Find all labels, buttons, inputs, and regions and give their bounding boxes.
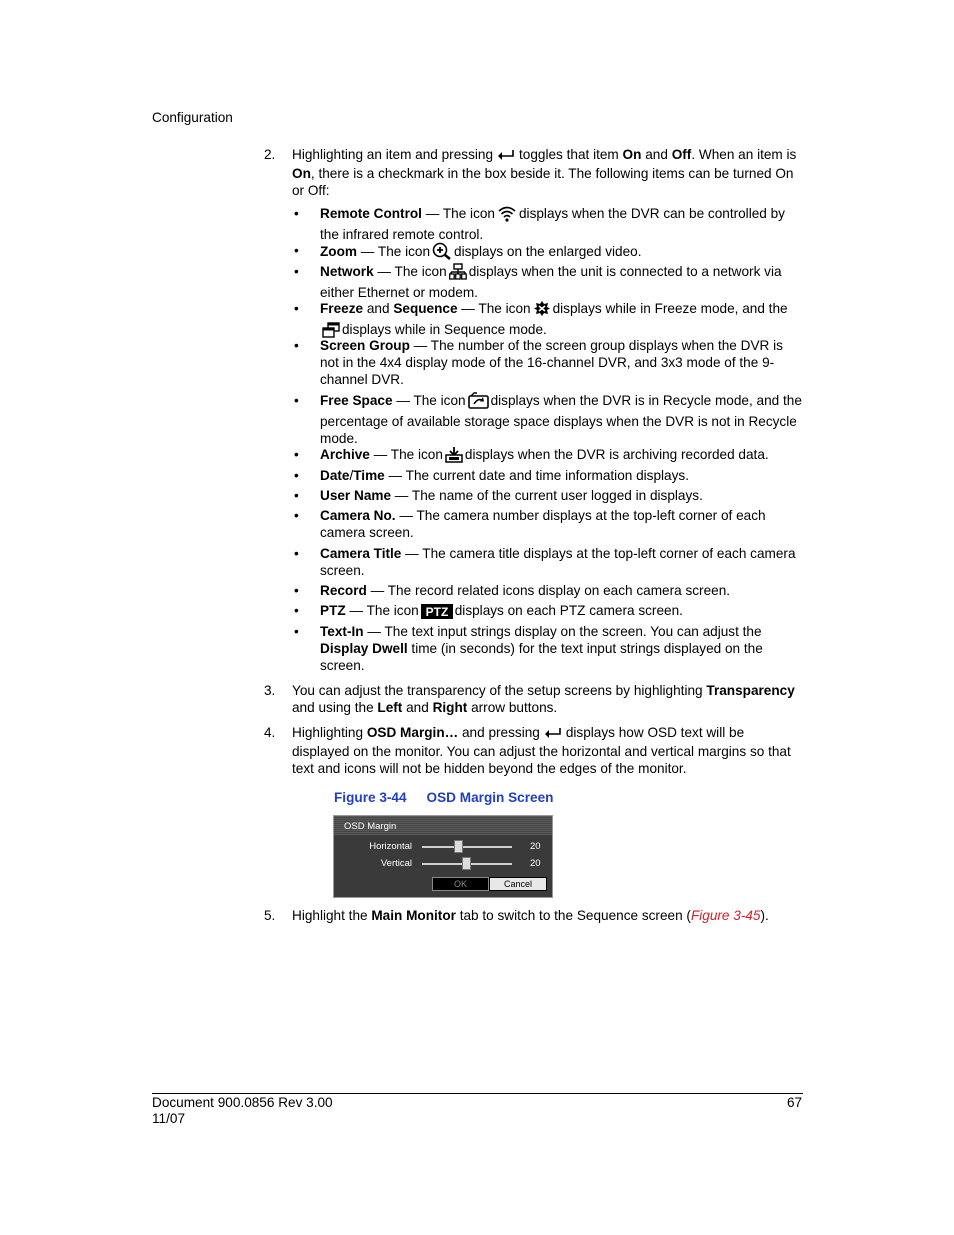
figure-cross-reference[interactable]: Figure 3-45 [690, 908, 761, 923]
osd-margin-dialog [333, 815, 553, 898]
ptz-icon [421, 604, 453, 623]
enter-key-icon [497, 148, 515, 165]
figure-caption [334, 789, 553, 806]
recycle-icon [468, 392, 489, 413]
horizontal-slider-thumb[interactable] [454, 840, 463, 853]
horizontal-value: 20 [530, 841, 541, 852]
step-text: Highlighting an item and pressing toggles that item On and Off. When an item is On, there is a checkmark in the box beside it. The following items can be turned On or Off: [292, 147, 797, 198]
zoom-icon [432, 242, 452, 264]
vertical-label: Vertical [380, 858, 412, 869]
footer-divider [152, 1093, 803, 1094]
figure-label: Figure 3-44 [334, 790, 407, 805]
archive-icon [445, 446, 463, 467]
step-number: 2. [264, 147, 276, 162]
svg-text:PTZ: PTZ [425, 605, 449, 619]
remote-control-icon [497, 206, 517, 226]
figure-title: OSD Margin Screen [426, 790, 554, 805]
ok-button[interactable]: OK [432, 877, 489, 891]
document-number: Document 900.0856 Rev 3.00 [152, 1095, 333, 1110]
page-number: 67 [787, 1095, 803, 1110]
footer-document-info [152, 1095, 333, 1127]
document-date: 11/07 [152, 1111, 186, 1126]
vertical-value: 20 [530, 858, 541, 869]
cancel-button[interactable]: Cancel [489, 877, 547, 891]
horizontal-slider[interactable] [422, 846, 512, 848]
running-header: Configuration [152, 110, 233, 125]
dialog-title-bar: OSD Margin [334, 816, 552, 835]
horizontal-label: Horizontal [369, 841, 412, 852]
freeze-icon [533, 300, 551, 321]
enter-key-icon [544, 726, 562, 743]
network-icon [449, 263, 467, 284]
vertical-slider-thumb[interactable] [462, 857, 471, 870]
